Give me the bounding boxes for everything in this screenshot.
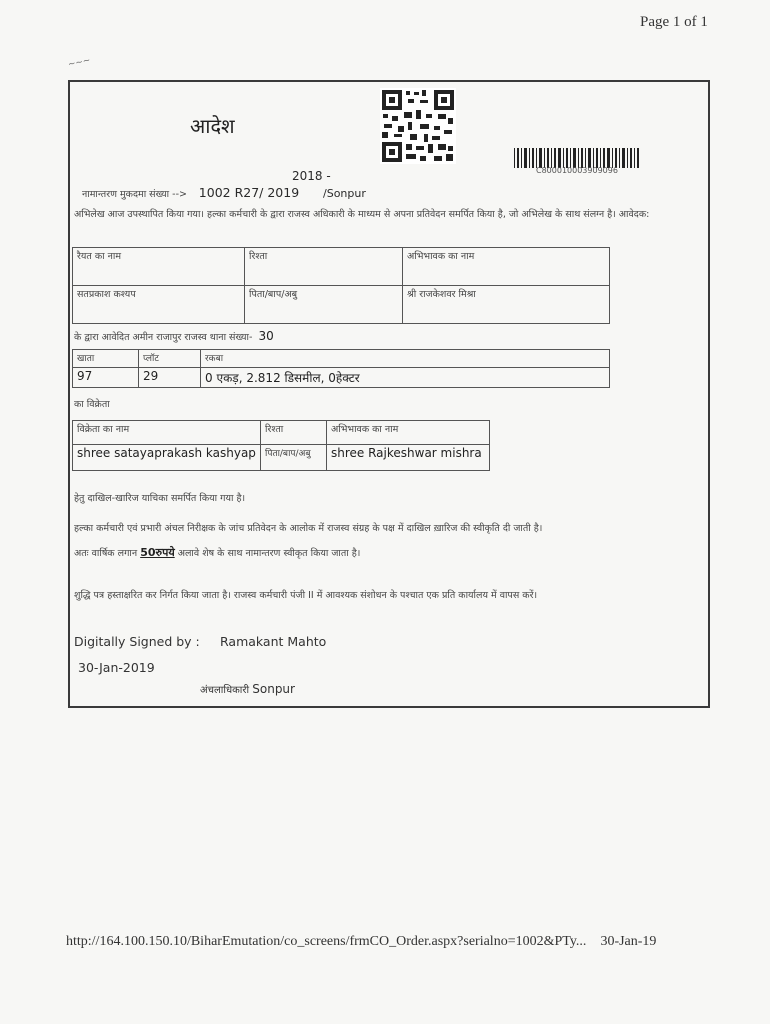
fee-suffix: अलावे शेष के साथ नामान्तरण स्वीकृत किया जाता है। <box>177 548 361 559</box>
correction-text: शुद्धि पत्र हस्ताक्षरित कर निर्गत किया जाता है। राजस्व कर्मचारी पंजी II में आवश्यक संशोधन के पश्चात एक प्रति कार्यालय में वापस करें। <box>74 590 538 601</box>
table-cell: shree satayaprakash kashyap <box>73 445 261 471</box>
handwritten-mark: ~~~ <box>67 55 92 71</box>
case-number: 1002 R27/ 2019 <box>198 185 300 200</box>
office-place: Sonpur <box>252 682 295 696</box>
table-cell: shree Rajkeshwar mishra <box>327 445 490 471</box>
footer-url: http://164.100.150.10/BiharEmutation/co_screens/frmCO_Order.aspx?serialno=1002&PTy... <box>66 934 587 949</box>
table-header: प्लॉट <box>139 350 201 368</box>
table-row <box>73 286 610 324</box>
table-header: रिश्ता <box>245 248 403 286</box>
table-header: अभिभावक का नाम <box>327 421 490 445</box>
fee-text <box>74 544 360 563</box>
fee-prefix: अतः वार्षिक लगान <box>74 548 138 559</box>
table-header: रकबा <box>201 350 610 368</box>
footer-date: 30-Jan-19 <box>600 934 657 949</box>
case-label: नामान्तरण मुकदमा संख्या --> <box>82 189 187 200</box>
table-cell: सतप्रकाश कश्यप <box>73 286 245 324</box>
table-header: विक्रेता का नाम <box>73 421 261 445</box>
case-year: 2018 - <box>292 169 331 183</box>
case-number-row <box>82 185 366 200</box>
plot-table <box>72 349 610 388</box>
table-cell: श्री राजकेशवर मिश्रा <box>403 286 610 324</box>
intro-text: अभिलेख आज उपस्थापित किया गया। हल्का कर्मचारी के द्वारा राजस्व अधिकारी के माध्यम से अपना प्रतिवेदन समर्पित किया है, जो अभिलेख के साथ संलग्न है। आवेदक: <box>74 209 650 220</box>
signature-date: 30-Jan-2019 <box>78 660 155 675</box>
plot-intro <box>74 327 274 347</box>
signing-office <box>200 682 295 696</box>
qr-code-icon <box>380 88 456 164</box>
page-number: Page 1 of 1 <box>640 14 708 30</box>
fee-amount: 50रुपये <box>140 546 175 559</box>
table-row <box>73 445 490 471</box>
order-document <box>68 80 710 708</box>
table-cell: पिता/बाप/अबु <box>261 445 327 471</box>
submitted-text: हेतु दाखिल-खारिज याचिका समर्पित किया गया है। <box>74 493 246 504</box>
barcode-number: C800010003909096 <box>536 166 618 175</box>
barcode-icon <box>514 148 640 168</box>
table-cell: 0 एकड़, 2.812 डिसमील, 0हेक्टर <box>201 368 610 388</box>
seller-label: का विक्रेता <box>74 399 110 410</box>
table-header: खाता <box>73 350 139 368</box>
table-cell: 97 <box>73 368 139 388</box>
approval-text: हल्का कर्मचारी एवं प्रभारी अंचल निरीक्षक के जांच प्रतिवेदन के आलोक में राजस्व संग्रह के पक्ष में दाखिल ख़ारिज की स्वीकृति दी जाती है। <box>74 523 543 534</box>
signature-label: Digitally Signed by : <box>74 634 200 649</box>
office-hindi: अंचलाधिकारी <box>200 685 250 696</box>
table-cell: 29 <box>139 368 201 388</box>
seller-table <box>72 420 490 471</box>
table-row <box>73 350 610 368</box>
applicant-table <box>72 247 610 324</box>
table-row <box>73 248 610 286</box>
signer-name: Ramakant Mahto <box>220 634 327 649</box>
table-row <box>73 421 490 445</box>
table-header: रैयत का नाम <box>73 248 245 286</box>
table-header: अभिभावक का नाम <box>403 248 610 286</box>
plot-intro-text: के द्वारा आवेदित अमीन राजापुर राजस्व थाना संख्या- <box>74 332 253 343</box>
table-row <box>73 368 610 388</box>
thana-number: 30 <box>258 329 274 343</box>
document-title: आदेश <box>190 114 235 138</box>
case-place: /Sonpur <box>323 187 366 200</box>
print-footer <box>66 934 656 950</box>
table-cell: पिता/बाप/अबु <box>245 286 403 324</box>
table-header: रिश्ता <box>261 421 327 445</box>
